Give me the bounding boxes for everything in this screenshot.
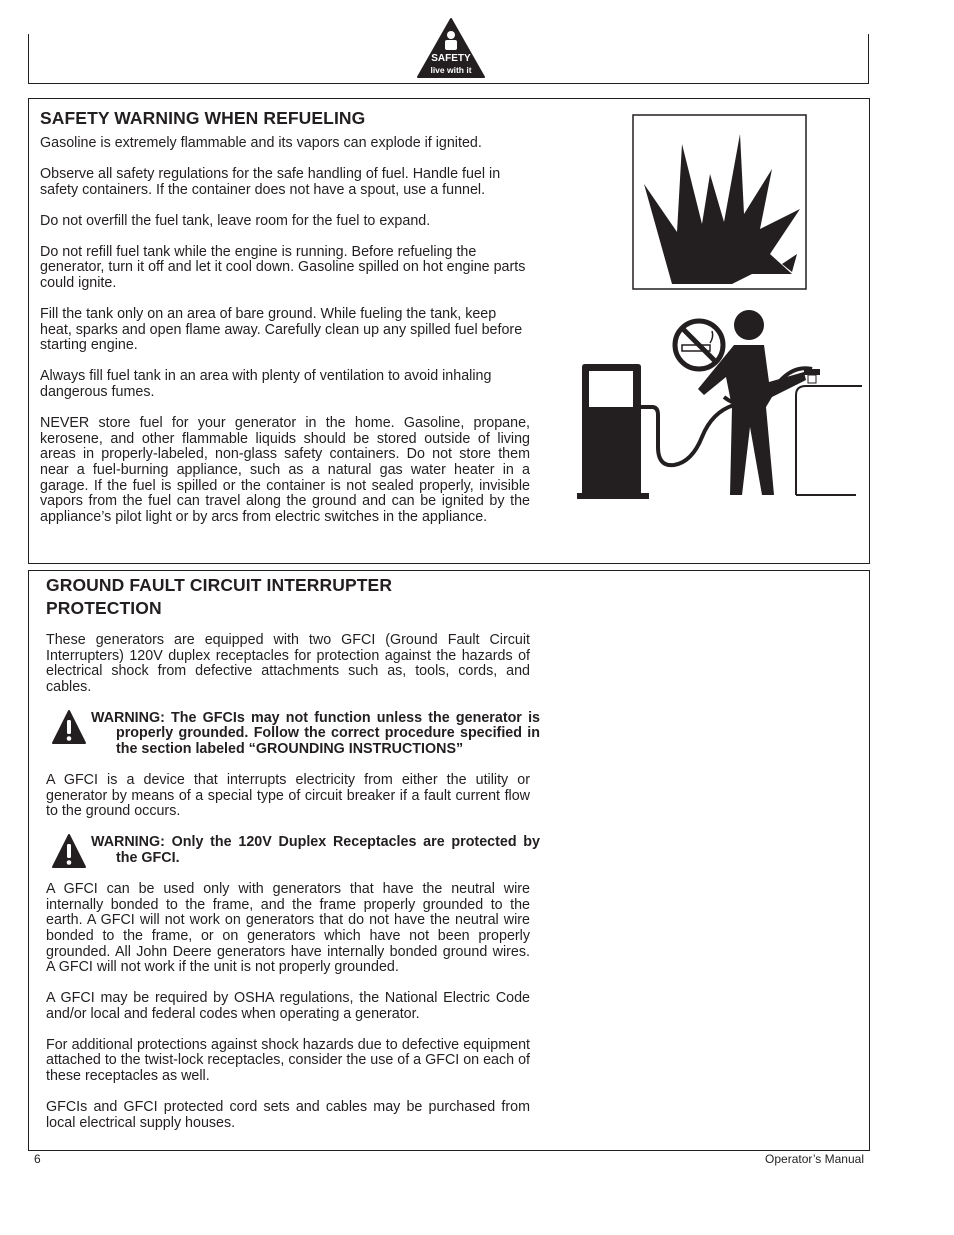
manual-title: Operator’s Manual [765,1152,864,1166]
gfci-warning-block [46,709,540,758]
safety-logo [416,17,486,79]
refueling-title: SAFETY WARNING WHEN REFUELING [40,108,366,128]
logo-text-top: SAFETY [431,53,471,64]
refueling-paragraph: Observe all safety regulations for the safe handling of fuel. Handle fuel in safety containers. If the container does not have a spout, use a funnel. [40,166,501,198]
gfci-paragraph: A GFCI may be required by OSHA regulations, the National Electric Code and/or local and federal codes when operating a generator. [46,990,530,1022]
gfci-warning-text: WARNING: The GFCIs may not function unless the generator is properly grounded. Follow the correct procedure specified in the section labeled “GROUNDING INSTRUCTIONS” [91,709,540,758]
gfci-section [28,570,870,1151]
explosion-icon [632,114,808,291]
refueling-paragraph: Do not refill fuel tank while the engine is running. Before refueling the generator, turn it off and let it cool down. Gasoline spilled on hot engine parts could ignite. [40,243,526,292]
refueling-paragraph: Fill the tank only on an area of bare ground. While fueling the tank, keep heat, sparks and open flame away. Carefully clean up any spilled fuel before starting engine. [40,306,523,354]
page-number: 6 [34,1152,41,1166]
refueling-person-icon [574,307,864,502]
gfci-paragraph: For additional protections against shock hazards due to defective equipment attached to the twist-lock receptacles, consider the use of a GFCI on each of these receptacles as well. [46,1036,530,1085]
refueling-paragraph: Gasoline is extremely flammable and its vapors can explode if ignited. [40,135,482,151]
refueling-paragraph: NEVER store fuel for your generator in the home. Gasoline, propane, kerosene, and other flammable liquids should be stored outside of living areas in properly-labeled, non-glass safety containers. Do not store them near a fuel-burning appliance, such as a natural gas water heater in a garage. If the fuel is spilled or the container is not sealed properly, invisible vapors from the fuel can travel along the ground and can be ignited by the appliance’s pilot light or by arcs from electric switches in the appliance. [40,415,530,525]
gfci-paragraph: GFCIs and GFCI protected cord sets and cables may be purchased from local electrical supply houses. [46,1099,530,1131]
gfci-title-line2: PROTECTION [46,598,162,618]
gfci-warning-text: WARNING: Only the 120V Duplex Receptacles are protected by the GFCI. [91,834,540,867]
gfci-warning-block [46,834,540,867]
refueling-paragraph: Always fill fuel tank in an area with plenty of ventilation to avoid inhaling dangerous fumes. [40,368,492,401]
refueling-paragraph: Do not overfill the fuel tank, leave room for the fuel to expand. [40,212,431,229]
logo-text-bottom: live with it [430,65,472,75]
gfci-title-line1: GROUND FAULT CIRCUIT INTERRUPTER [46,575,393,595]
warning-icon [51,709,87,745]
gfci-intro: These generators are equipped with two GFCI (Ground Fault Circuit Interrupters) 120V duplex receptacles for protection against the hazards of electrical shock from defective attachments such as, tools, cords, and cables. [46,632,530,695]
gfci-paragraph: A GFCI can be used only with generators that have the neutral wire internally bonded to the frame, and the frame properly grounded to the earth. A GFCI will not work on generators that do not have the neutral wire bonded to the frame, or on generators which have not been properly grounded. All John Deere generators have internally bonded ground wires. A GFCI will not work if the unit is not properly grounded. [46,881,530,976]
gfci-paragraph: A GFCI is a device that interrupts electricity from either the utility or generator by means of a special type of circuit breaker if a fault current flow to the ground occurs. [46,772,530,820]
warning-icon [51,833,87,869]
refueling-section [28,98,870,564]
